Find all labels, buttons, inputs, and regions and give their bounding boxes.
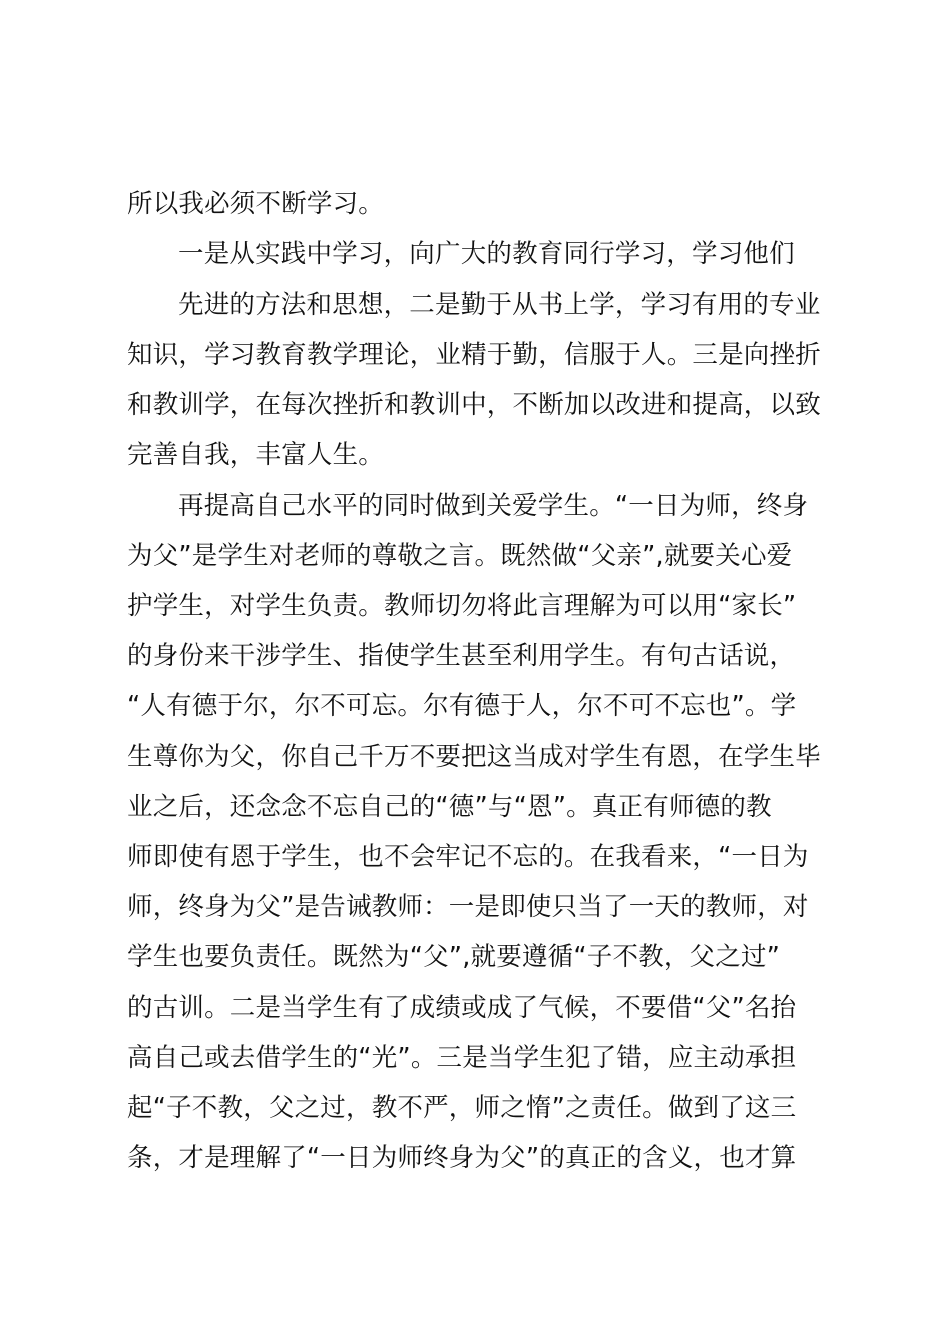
paragraph-start-line: 一是从实践中学习，向广大的教育同行学习，学习他们 <box>178 239 795 269</box>
text-line: 高自己或去借学生的“光”。三是当学生犯了错，应主动承担 <box>127 1043 797 1073</box>
text-line: 护学生，对学生负责。教师切勿将此言理解为可以用“家长” <box>127 591 797 621</box>
paragraph-start-line: 再提高自己水平的同时做到关爱学生。“一日为师，终身 <box>178 491 809 521</box>
text-line: 的古训。二是当学生有了成绩或成了气候，不要借“父”名抬 <box>127 993 797 1023</box>
text-line: 条，才是理解了“一日为师终身为父”的真正的含义，也才算 <box>127 1143 797 1173</box>
text-line: 的身份来干涉学生、指使学生甚至利用学生。有句古话说， <box>127 641 796 671</box>
text-line: 知识，学习教育教学理论，业精于勤，信服于人。三是向挫折 <box>127 340 821 370</box>
text-line: 所以我必须不断学习。 <box>127 189 385 219</box>
text-line: 生尊你为父，你自己千万不要把这当成对学生有恩，在学生毕 <box>127 742 821 772</box>
text-line: 和教训学，在每次挫折和教训中，不断加以改进和提高，以致 <box>127 390 821 420</box>
text-line: 业之后，还念念不忘自己的“德”与“恩”。真正有师德的教 <box>127 792 772 822</box>
text-line: 师，终身为父”是告诫教师：一是即使只当了一天的教师，对 <box>127 892 809 922</box>
text-line: 起“子不教，父之过，教不严，师之惰”之责任。做到了这三 <box>127 1093 797 1123</box>
text-line: 为父”是学生对老师的尊敬之言。既然做“父亲”,就要关心爱 <box>127 541 793 571</box>
text-line: 先进的方法和思想，二是勤于从书上学，学习有用的专业 <box>178 290 821 320</box>
text-line: 师即使有恩于学生，也不会牢记不忘的。在我看来，“一日为 <box>127 842 809 872</box>
text-line: 学生也要负责任。既然为“父”,就要遵循“子不教，父之过” <box>127 942 781 972</box>
text-line: 完善自我，丰富人生。 <box>127 440 385 470</box>
text-line: “人有德于尔，尔不可忘。尔有德于人，尔不可不忘也”。学 <box>127 691 797 721</box>
